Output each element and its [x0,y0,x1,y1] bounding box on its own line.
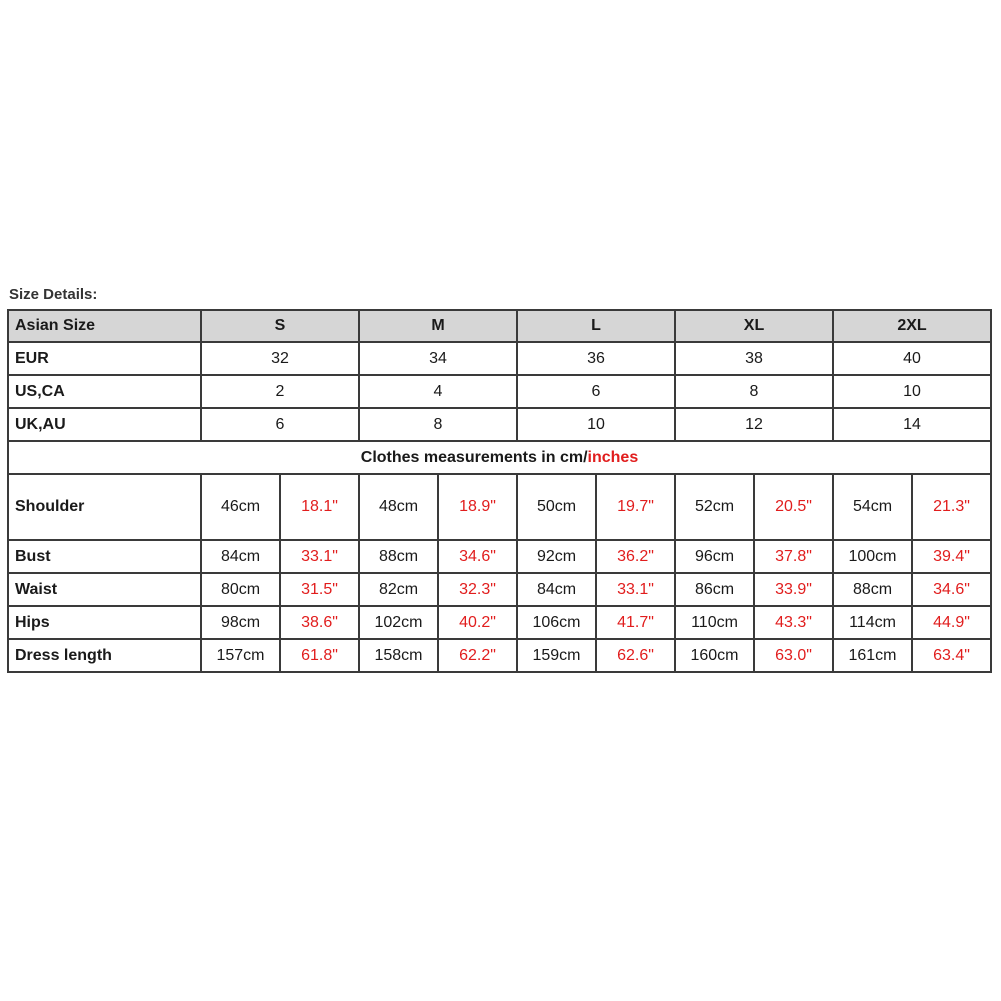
row-label: US,CA [8,375,201,408]
section-highlight: inches [587,448,639,466]
row-label: Waist [8,573,201,606]
measurement-row-dress-length [8,639,991,672]
table-cell: 8 [359,408,517,441]
header-label: Asian Size [8,310,201,342]
table-cell: 2 [201,375,359,408]
table-cell: 10 [833,375,991,408]
inch-cell: 37.8" [754,540,833,573]
measurement-row-hips [8,606,991,639]
inch-cell: 33.9" [754,573,833,606]
table-cell: 10 [517,408,675,441]
inch-cell: 33.1" [280,540,359,573]
inch-cell: 34.6" [438,540,517,573]
size-header-l: L [517,310,675,342]
cm-cell: 54cm [833,474,912,540]
table-cell: 40 [833,342,991,375]
row-label: EUR [8,342,201,375]
inch-cell: 63.0" [754,639,833,672]
section-heading [8,441,991,474]
cm-cell: 159cm [517,639,596,672]
inch-cell: 20.5" [754,474,833,540]
cm-cell: 88cm [359,540,438,573]
inch-cell: 62.6" [596,639,675,672]
cm-cell: 160cm [675,639,754,672]
inch-cell: 61.8" [280,639,359,672]
table-cell: 4 [359,375,517,408]
row-label: UK,AU [8,408,201,441]
size-header-xl: XL [675,310,833,342]
cm-cell: 48cm [359,474,438,540]
cm-cell: 80cm [201,573,280,606]
cm-cell: 84cm [201,540,280,573]
measurement-row-bust [8,540,991,573]
cm-cell: 50cm [517,474,596,540]
inch-cell: 21.3" [912,474,991,540]
cm-cell: 46cm [201,474,280,540]
row-label: Bust [8,540,201,573]
inch-cell: 31.5" [280,573,359,606]
size-header-m: M [359,310,517,342]
measurement-row-waist [8,573,991,606]
inch-cell: 18.1" [280,474,359,540]
section-row [8,441,991,474]
cm-cell: 157cm [201,639,280,672]
row-label: Hips [8,606,201,639]
inch-cell: 19.7" [596,474,675,540]
cm-cell: 106cm [517,606,596,639]
measurement-row-shoulder [8,474,991,540]
cm-cell: 82cm [359,573,438,606]
cm-cell: 161cm [833,639,912,672]
inch-cell: 39.4" [912,540,991,573]
conversion-row-us-ca [8,375,991,408]
table-cell: 6 [517,375,675,408]
table-cell: 6 [201,408,359,441]
table-cell: 32 [201,342,359,375]
cm-cell: 96cm [675,540,754,573]
inch-cell: 44.9" [912,606,991,639]
size-header-2xl: 2XL [833,310,991,342]
row-label: Shoulder [8,474,201,540]
conversion-row-uk-au [8,408,991,441]
inch-cell: 34.6" [912,573,991,606]
size-header-s: S [201,310,359,342]
cm-cell: 92cm [517,540,596,573]
section-prefix: Clothes measurements in cm/ [360,448,588,466]
inch-cell: 32.3" [438,573,517,606]
table-cell: 34 [359,342,517,375]
size-chart-table [7,309,992,673]
cm-cell: 86cm [675,573,754,606]
cm-cell: 88cm [833,573,912,606]
table-caption: Size Details: [9,286,98,303]
conversion-row-eur [8,342,991,375]
inch-cell: 38.6" [280,606,359,639]
cm-cell: 114cm [833,606,912,639]
row-label: Dress length [8,639,201,672]
cm-cell: 84cm [517,573,596,606]
cm-cell: 110cm [675,606,754,639]
inch-cell: 41.7" [596,606,675,639]
cm-cell: 52cm [675,474,754,540]
table-cell: 8 [675,375,833,408]
table-cell: 36 [517,342,675,375]
cm-cell: 102cm [359,606,438,639]
inch-cell: 63.4" [912,639,991,672]
inch-cell: 33.1" [596,573,675,606]
inch-cell: 43.3" [754,606,833,639]
inch-cell: 62.2" [438,639,517,672]
table-cell: 38 [675,342,833,375]
cm-cell: 158cm [359,639,438,672]
table-cell: 12 [675,408,833,441]
inch-cell: 40.2" [438,606,517,639]
cm-cell: 100cm [833,540,912,573]
cm-cell: 98cm [201,606,280,639]
header-row [8,310,991,342]
table-cell: 14 [833,408,991,441]
inch-cell: 18.9" [438,474,517,540]
inch-cell: 36.2" [596,540,675,573]
